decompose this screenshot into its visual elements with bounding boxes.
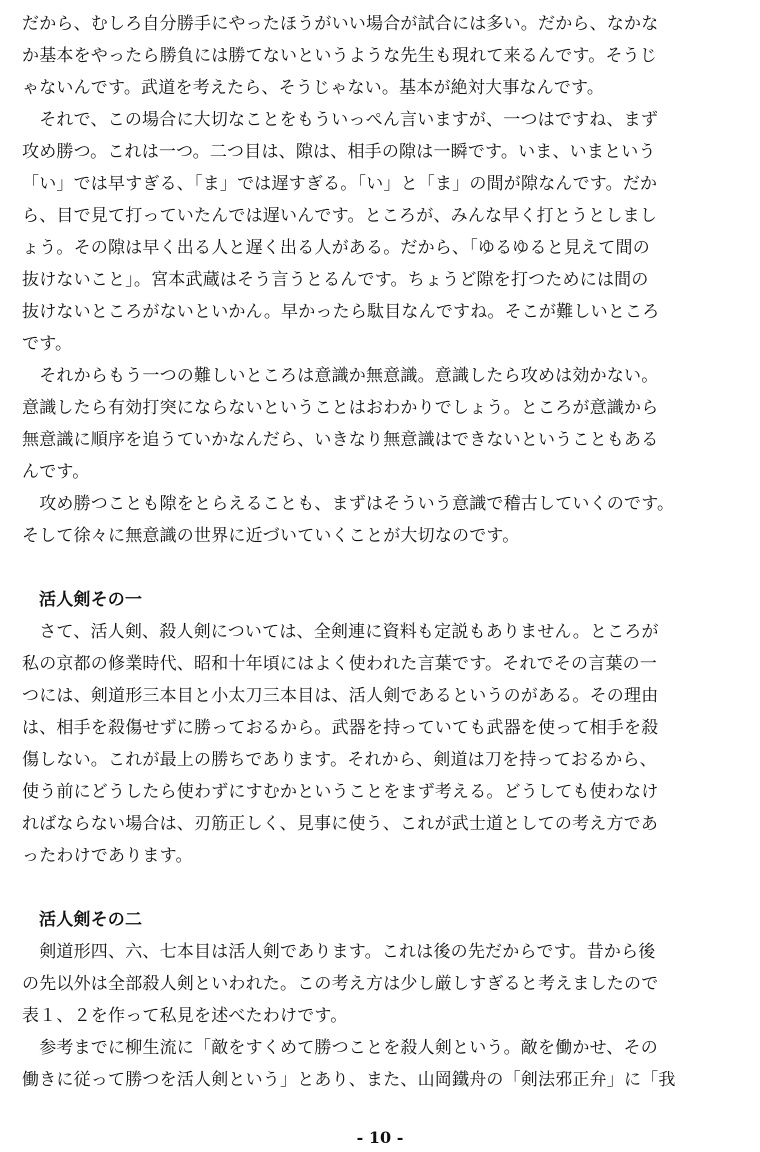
text-line: さて、活人剣、殺人剣については、全剣連に資料も定説もありません。ところが — [22, 622, 659, 642]
text-line: 抜けないところがないといかん。早かったら駄目なんですね。そこが難しいところ — [22, 302, 660, 322]
text-line: ら、目で見て打っていたんでは遅いんです。ところが、みんな早く打とうとしまし — [22, 206, 658, 226]
text-line: 表１、２を作って私見を述べたわけです。 — [22, 1006, 348, 1026]
paragraph-gap — [22, 872, 722, 904]
text-line: 傷しない。これが最上の勝ちであります。それから、剣道は刀を持っておるから、 — [22, 750, 657, 770]
text-line: 私の京都の修業時代、昭和十年頃にはよく使われた言葉です。それでその言葉の一 — [22, 654, 658, 674]
text-line: 攻め勝つことも隙をとらえることも、まずはそういう意識で稽古していくのです。 — [22, 494, 675, 514]
text-line: んです。 — [22, 462, 90, 482]
text-line: 参考までに柳生流に「敵をすくめて勝つことを殺人剣という。敵を働かせ、その — [22, 1038, 658, 1058]
body-text — [22, 8, 722, 1096]
text-line: 攻め勝つ。これは一つ。二つ目は、隙は、相手の隙は一瞬です。いま、いまという — [22, 142, 656, 162]
text-line: 使う前にどうしたら使わずにすむかということをまず考える。どうしても使わなけ — [22, 782, 659, 802]
text-line: 抜けないこと」。宮本武蔵はそう言うとるんです。ちょうど隙を打つためには間の — [22, 270, 649, 290]
text-line: です。 — [22, 334, 73, 354]
text-line: ゃないんです。武道を考えたら、そうじゃない。基本が絶対大事なんです。 — [22, 78, 605, 98]
text-line: 無意識に順序を追うていかなんだら、いきなり無意識はできないということもある — [22, 430, 659, 450]
text-line: つには、剣道形三本目と小太刀三本目は、活人剣であるというのがある。その理由 — [22, 686, 659, 706]
text-line: だから、むしろ自分勝手にやったほうがいい場合が試合には多い。だから、なかな — [22, 14, 659, 34]
page-number: - 10 - — [356, 1128, 404, 1147]
text-line: ればならない場合は、刃筋正しく、見事に使う、これが武士道としての考え方であ — [22, 814, 659, 834]
paragraph-gap — [22, 552, 722, 584]
text-line: ょう。その隙は早く出る人と遅く出る人がある。だから、「ゆるゆると見えて間の — [22, 238, 650, 258]
text-line: 働きに従って勝つを活人剣という」とあり、また、山岡鐵舟の「剣法邪正弁」に「我 — [22, 1070, 676, 1090]
text-line: そして徐々に無意識の世界に近づいていくことが大切なのです。 — [22, 526, 520, 546]
text-line: 剣道形四、六、七本目は活人剣であります。これは後の先だからです。昔から後 — [22, 942, 656, 962]
section-heading: 活人剣その二 — [39, 910, 143, 930]
section-heading: 活人剣その一 — [39, 590, 143, 610]
text-line: それからもう一つの難しいところは意識か無意識。意識したら攻めは効かない。 — [22, 366, 659, 386]
text-line: は、相手を殺傷せずに勝っておるから。武器を持っていても武器を使って相手を殺 — [22, 718, 659, 738]
text-line: 意識したら有効打突にならないということはおわかりでしょう。ところが意識から — [22, 398, 659, 418]
text-line: の先以外は全部殺人剣といわれた。この考え方は少し厳しすぎると考えましたので — [22, 974, 659, 994]
text-line: それで、この場合に大切なことをもういっぺん言いますが、一つはですね、まず — [22, 110, 659, 130]
text-line: か基本をやったら勝負には勝てないというような先生も現れて来るんです。そうじ — [22, 46, 658, 66]
text-line: 「い」では早すぎる、「ま」では遅すぎる。「い」と「ま」の間が隙なんです。だか — [22, 174, 658, 194]
text-line: ったわけであります。 — [22, 846, 193, 866]
